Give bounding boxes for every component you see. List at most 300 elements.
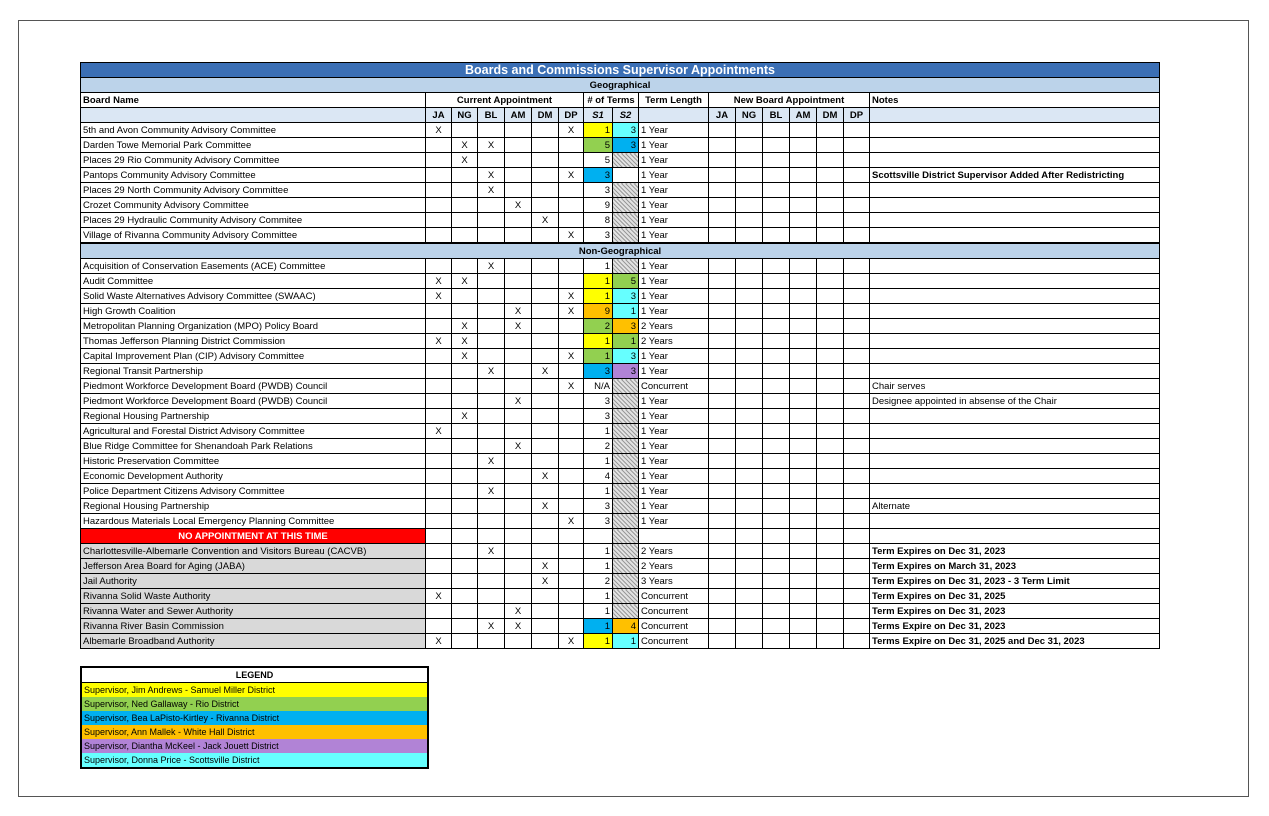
new-appointment-cell <box>736 409 763 424</box>
current-appointment-cell <box>505 634 532 649</box>
terms-s1-cell: 8 <box>584 213 613 228</box>
notes-cell: Term Expires on Dec 31, 2025 <box>870 589 1160 604</box>
current-appointment-cell <box>478 213 505 228</box>
current-appointment-cell <box>532 138 559 153</box>
current-appointment-cell: X <box>559 634 584 649</box>
subheader-dp: DP <box>559 108 584 123</box>
current-appointment-cell <box>532 349 559 364</box>
no-appointment-row <box>81 529 1160 544</box>
new-appointment-cell <box>817 319 844 334</box>
terms-s2-cell: 1 <box>613 634 639 649</box>
term-length-cell: Concurrent <box>639 604 709 619</box>
new-appointment-cell <box>709 559 736 574</box>
board-name-cell: Places 29 Rio Community Advisory Committee <box>81 153 426 168</box>
new-appointment-cell <box>736 183 763 198</box>
table-row <box>81 319 1160 334</box>
current-appointment-cell <box>478 304 505 319</box>
empty-cell <box>736 529 763 544</box>
notes-cell <box>870 469 1160 484</box>
new-appointment-cell <box>736 559 763 574</box>
new-appointment-cell <box>709 349 736 364</box>
terms-s1-cell: 9 <box>584 304 613 319</box>
current-appointment-cell <box>532 228 559 244</box>
new-appointment-cell <box>790 349 817 364</box>
board-name-cell: Regional Transit Partnership <box>81 364 426 379</box>
current-appointment-cell <box>452 484 478 499</box>
header-number-of-terms: # of Terms <box>584 93 639 108</box>
current-appointment-cell <box>426 394 452 409</box>
new-appointment-cell <box>817 574 844 589</box>
notes-cell: Chair serves <box>870 379 1160 394</box>
new-appointment-cell <box>844 484 870 499</box>
current-appointment-cell <box>559 364 584 379</box>
current-appointment-cell <box>452 198 478 213</box>
current-appointment-cell <box>426 619 452 634</box>
terms-s2-cell: 3 <box>613 319 639 334</box>
current-appointment-cell: X <box>559 168 584 183</box>
new-appointment-cell <box>763 138 790 153</box>
new-appointment-cell <box>844 304 870 319</box>
terms-s2-cell <box>613 394 639 409</box>
new-appointment-cell <box>844 153 870 168</box>
table-row <box>81 574 1160 589</box>
current-appointment-cell <box>478 604 505 619</box>
board-name-cell: Regional Housing Partnership <box>81 409 426 424</box>
table-row <box>81 153 1160 168</box>
new-appointment-cell <box>790 304 817 319</box>
current-appointment-cell <box>452 289 478 304</box>
terms-s2-cell: 4 <box>613 619 639 634</box>
empty-cell <box>478 529 505 544</box>
current-appointment-cell <box>452 499 478 514</box>
current-appointment-cell <box>426 499 452 514</box>
term-length-cell: Concurrent <box>639 589 709 604</box>
new-appointment-cell <box>844 424 870 439</box>
current-appointment-cell <box>478 379 505 394</box>
terms-s2-cell <box>613 604 639 619</box>
new-appointment-cell <box>763 183 790 198</box>
subheader-blank-length <box>639 108 709 123</box>
new-appointment-cell <box>709 454 736 469</box>
new-appointment-cell <box>736 289 763 304</box>
board-name-cell: Rivanna River Basin Commission <box>81 619 426 634</box>
new-appointment-cell <box>709 634 736 649</box>
new-appointment-cell <box>790 409 817 424</box>
new-appointment-cell <box>844 559 870 574</box>
table-row <box>81 198 1160 213</box>
new-appointment-cell <box>736 484 763 499</box>
new-appointment-cell <box>817 274 844 289</box>
current-appointment-cell <box>505 364 532 379</box>
new-appointment-cell <box>790 454 817 469</box>
notes-cell <box>870 349 1160 364</box>
term-length-cell: 1 Year <box>639 454 709 469</box>
table-row <box>81 634 1160 649</box>
current-appointment-cell: X <box>452 319 478 334</box>
current-appointment-cell <box>452 364 478 379</box>
table-row <box>81 138 1160 153</box>
table-row <box>81 424 1160 439</box>
terms-s2-cell <box>613 228 639 244</box>
current-appointment-cell <box>478 409 505 424</box>
new-appointment-cell <box>709 259 736 274</box>
terms-s1-cell: 1 <box>584 259 613 274</box>
current-appointment-cell <box>452 634 478 649</box>
new-appointment-cell <box>709 168 736 183</box>
notes-cell: Term Expires on Dec 31, 2023 - 3 Term Limit <box>870 574 1160 589</box>
new-appointment-cell <box>763 274 790 289</box>
current-appointment-cell <box>532 439 559 454</box>
current-appointment-cell: X <box>559 304 584 319</box>
section-geographical: Geographical <box>81 78 1160 93</box>
current-appointment-cell <box>426 469 452 484</box>
board-name-cell: Pantops Community Advisory Committee <box>81 168 426 183</box>
subheader-new-dm: DM <box>817 108 844 123</box>
terms-s2-cell <box>613 469 639 484</box>
current-appointment-cell: X <box>505 198 532 213</box>
current-appointment-cell <box>478 274 505 289</box>
appointments-table <box>80 62 1160 649</box>
new-appointment-cell <box>844 589 870 604</box>
new-appointment-cell <box>763 379 790 394</box>
current-appointment-cell: X <box>505 304 532 319</box>
header-current-appointment: Current Appointment <box>426 93 584 108</box>
empty-cell <box>870 529 1160 544</box>
current-appointment-cell: X <box>532 559 559 574</box>
current-appointment-cell: X <box>559 228 584 244</box>
new-appointment-cell <box>844 514 870 529</box>
current-appointment-cell <box>478 153 505 168</box>
current-appointment-cell: X <box>478 259 505 274</box>
new-appointment-cell <box>763 604 790 619</box>
terms-s1-cell: 1 <box>584 349 613 364</box>
current-appointment-cell <box>452 454 478 469</box>
new-appointment-cell <box>763 394 790 409</box>
legend-title: LEGEND <box>82 668 427 683</box>
terms-s1-cell: 5 <box>584 138 613 153</box>
board-name-cell: Acquisition of Conservation Easements (ACE) Committee <box>81 259 426 274</box>
new-appointment-cell <box>817 454 844 469</box>
new-appointment-cell <box>736 138 763 153</box>
term-length-cell: 2 Years <box>639 559 709 574</box>
new-appointment-cell <box>817 213 844 228</box>
current-appointment-cell <box>478 514 505 529</box>
new-appointment-cell <box>844 604 870 619</box>
board-name-cell: Regional Housing Partnership <box>81 499 426 514</box>
header-term-length: Term Length <box>639 93 709 108</box>
current-appointment-cell: X <box>426 289 452 304</box>
subheader-ng: NG <box>452 108 478 123</box>
term-length-cell: 2 Years <box>639 544 709 559</box>
new-appointment-cell <box>736 153 763 168</box>
notes-cell: Designee appointed in absense of the Chair <box>870 394 1160 409</box>
new-appointment-cell <box>709 499 736 514</box>
current-appointment-cell <box>532 424 559 439</box>
current-appointment-cell <box>426 259 452 274</box>
empty-cell <box>613 529 639 544</box>
new-appointment-cell <box>763 319 790 334</box>
new-appointment-cell <box>790 198 817 213</box>
subheader-bl: BL <box>478 108 505 123</box>
current-appointment-cell <box>478 198 505 213</box>
new-appointment-cell <box>709 439 736 454</box>
notes-cell: Terms Expire on Dec 31, 2025 and Dec 31, 2023 <box>870 634 1160 649</box>
current-appointment-cell <box>452 574 478 589</box>
table-row <box>81 484 1160 499</box>
new-appointment-cell <box>736 454 763 469</box>
term-length-cell: 1 Year <box>639 123 709 138</box>
header-notes: Notes <box>870 93 1160 108</box>
current-appointment-cell <box>505 574 532 589</box>
current-appointment-cell <box>559 574 584 589</box>
terms-s2-cell: 3 <box>613 289 639 304</box>
term-length-cell: Concurrent <box>639 634 709 649</box>
new-appointment-cell <box>736 619 763 634</box>
new-appointment-cell <box>709 394 736 409</box>
current-appointment-cell <box>505 183 532 198</box>
new-appointment-cell <box>736 228 763 244</box>
terms-s1-cell: 2 <box>584 439 613 454</box>
current-appointment-cell <box>426 484 452 499</box>
table-row <box>81 394 1160 409</box>
notes-cell <box>870 304 1160 319</box>
current-appointment-cell <box>505 123 532 138</box>
notes-cell <box>870 259 1160 274</box>
table-row <box>81 168 1160 183</box>
new-appointment-cell <box>790 589 817 604</box>
current-appointment-cell: X <box>478 183 505 198</box>
current-appointment-cell <box>426 559 452 574</box>
current-appointment-cell <box>426 544 452 559</box>
current-appointment-cell <box>505 334 532 349</box>
board-name-cell: Jail Authority <box>81 574 426 589</box>
current-appointment-cell <box>478 394 505 409</box>
terms-s1-cell: 5 <box>584 153 613 168</box>
notes-cell <box>870 153 1160 168</box>
new-appointment-cell <box>817 514 844 529</box>
new-appointment-cell <box>844 364 870 379</box>
current-appointment-cell <box>559 259 584 274</box>
terms-s2-cell <box>613 499 639 514</box>
current-appointment-cell <box>426 138 452 153</box>
new-appointment-cell <box>763 619 790 634</box>
new-appointment-cell <box>817 123 844 138</box>
term-length-cell: 1 Year <box>639 364 709 379</box>
current-appointment-cell: X <box>532 469 559 484</box>
new-appointment-cell <box>817 619 844 634</box>
current-appointment-cell <box>426 514 452 529</box>
notes-cell: Term Expires on Dec 31, 2023 <box>870 544 1160 559</box>
legend <box>80 666 429 769</box>
current-appointment-cell <box>478 559 505 574</box>
empty-cell <box>763 529 790 544</box>
new-appointment-cell <box>763 589 790 604</box>
terms-s1-cell: 1 <box>584 559 613 574</box>
current-appointment-cell <box>426 364 452 379</box>
board-name-cell: Historic Preservation Committee <box>81 454 426 469</box>
subheader-blank <box>81 108 426 123</box>
terms-s2-cell <box>613 484 639 499</box>
current-appointment-cell <box>478 499 505 514</box>
current-appointment-cell: X <box>452 334 478 349</box>
terms-s1-cell: 2 <box>584 574 613 589</box>
current-appointment-cell <box>532 619 559 634</box>
notes-cell <box>870 484 1160 499</box>
new-appointment-cell <box>790 379 817 394</box>
terms-s1-cell: 3 <box>584 409 613 424</box>
current-appointment-cell <box>505 499 532 514</box>
notes-cell <box>870 183 1160 198</box>
empty-cell <box>817 529 844 544</box>
current-appointment-cell <box>452 589 478 604</box>
new-appointment-cell <box>817 469 844 484</box>
new-appointment-cell <box>844 454 870 469</box>
terms-s1-cell: 2 <box>584 319 613 334</box>
terms-s1-cell: 1 <box>584 589 613 604</box>
notes-cell: Term Expires on March 31, 2023 <box>870 559 1160 574</box>
terms-s2-cell <box>613 559 639 574</box>
current-appointment-cell: X <box>452 138 478 153</box>
new-appointment-cell <box>844 183 870 198</box>
current-appointment-cell <box>559 319 584 334</box>
subheader-new-bl: BL <box>763 108 790 123</box>
table-row <box>81 364 1160 379</box>
new-appointment-cell <box>790 619 817 634</box>
new-appointment-cell <box>736 379 763 394</box>
current-appointment-cell <box>452 514 478 529</box>
new-appointment-cell <box>817 138 844 153</box>
new-appointment-cell <box>763 334 790 349</box>
notes-cell <box>870 454 1160 469</box>
current-appointment-cell: X <box>426 123 452 138</box>
term-length-cell: 2 Years <box>639 319 709 334</box>
current-appointment-cell <box>532 604 559 619</box>
terms-s2-cell <box>613 409 639 424</box>
new-appointment-cell <box>817 589 844 604</box>
new-appointment-cell <box>736 589 763 604</box>
notes-cell <box>870 274 1160 289</box>
current-appointment-cell <box>478 469 505 484</box>
empty-cell <box>844 529 870 544</box>
current-appointment-cell <box>505 138 532 153</box>
current-appointment-cell <box>452 439 478 454</box>
current-appointment-cell <box>426 379 452 394</box>
table-row <box>81 183 1160 198</box>
current-appointment-cell <box>426 213 452 228</box>
new-appointment-cell <box>844 349 870 364</box>
term-length-cell: 1 Year <box>639 304 709 319</box>
table-row <box>81 439 1160 454</box>
new-appointment-cell <box>790 183 817 198</box>
current-appointment-cell <box>559 559 584 574</box>
new-appointment-cell <box>817 604 844 619</box>
table-row <box>81 349 1160 364</box>
new-appointment-cell <box>763 168 790 183</box>
board-name-cell: Piedmont Workforce Development Board (PWDB) Council <box>81 394 426 409</box>
new-appointment-cell <box>763 153 790 168</box>
terms-s2-cell <box>613 574 639 589</box>
current-appointment-cell <box>505 454 532 469</box>
new-appointment-cell <box>736 304 763 319</box>
terms-s2-cell <box>613 259 639 274</box>
current-appointment-cell <box>426 304 452 319</box>
new-appointment-cell <box>709 619 736 634</box>
current-appointment-cell: X <box>478 454 505 469</box>
board-name-cell: Solid Waste Alternatives Advisory Committee (SWAAC) <box>81 289 426 304</box>
current-appointment-cell <box>505 289 532 304</box>
header-new-board-appointment: New Board Appointment <box>709 93 870 108</box>
current-appointment-cell <box>559 469 584 484</box>
terms-s2-cell: 3 <box>613 364 639 379</box>
current-appointment-cell <box>559 499 584 514</box>
board-name-cell: Places 29 North Community Advisory Committee <box>81 183 426 198</box>
new-appointment-cell <box>790 274 817 289</box>
new-appointment-cell <box>709 409 736 424</box>
new-appointment-cell <box>709 424 736 439</box>
current-appointment-cell <box>559 198 584 213</box>
board-name-cell: High Growth Coalition <box>81 304 426 319</box>
current-appointment-cell <box>532 544 559 559</box>
current-appointment-cell: X <box>559 123 584 138</box>
current-appointment-cell: X <box>532 364 559 379</box>
new-appointment-cell <box>817 334 844 349</box>
empty-cell <box>584 529 613 544</box>
new-appointment-cell <box>709 123 736 138</box>
current-appointment-cell: X <box>478 168 505 183</box>
terms-s2-cell: 3 <box>613 123 639 138</box>
new-appointment-cell <box>736 574 763 589</box>
empty-cell <box>452 529 478 544</box>
current-appointment-cell <box>426 319 452 334</box>
current-appointment-cell <box>505 153 532 168</box>
current-appointment-cell <box>452 168 478 183</box>
table-row <box>81 544 1160 559</box>
new-appointment-cell <box>817 379 844 394</box>
new-appointment-cell <box>844 619 870 634</box>
new-appointment-cell <box>736 259 763 274</box>
new-appointment-cell <box>844 123 870 138</box>
current-appointment-cell <box>559 589 584 604</box>
new-appointment-cell <box>817 289 844 304</box>
term-length-cell: 3 Years <box>639 574 709 589</box>
new-appointment-cell <box>709 274 736 289</box>
current-appointment-cell <box>505 589 532 604</box>
new-appointment-cell <box>709 153 736 168</box>
new-appointment-cell <box>844 319 870 334</box>
new-appointment-cell <box>763 123 790 138</box>
empty-cell <box>505 529 532 544</box>
current-appointment-cell: X <box>559 514 584 529</box>
term-length-cell: 1 Year <box>639 514 709 529</box>
empty-cell <box>559 529 584 544</box>
new-appointment-cell <box>763 213 790 228</box>
new-appointment-cell <box>790 499 817 514</box>
term-length-cell: Concurrent <box>639 379 709 394</box>
new-appointment-cell <box>817 424 844 439</box>
terms-s2-cell <box>613 183 639 198</box>
notes-cell <box>870 198 1160 213</box>
board-name-cell: Village of Rivanna Community Advisory Committee <box>81 228 426 244</box>
legend-item: Supervisor, Bea LaPisto-Kirtley - Rivanna District <box>82 711 427 725</box>
new-appointment-cell <box>736 123 763 138</box>
terms-s2-cell <box>613 198 639 213</box>
section-row <box>81 243 1160 259</box>
new-appointment-cell <box>790 228 817 244</box>
new-appointment-cell <box>736 604 763 619</box>
new-appointment-cell <box>817 168 844 183</box>
current-appointment-cell <box>532 168 559 183</box>
terms-s2-cell <box>613 153 639 168</box>
